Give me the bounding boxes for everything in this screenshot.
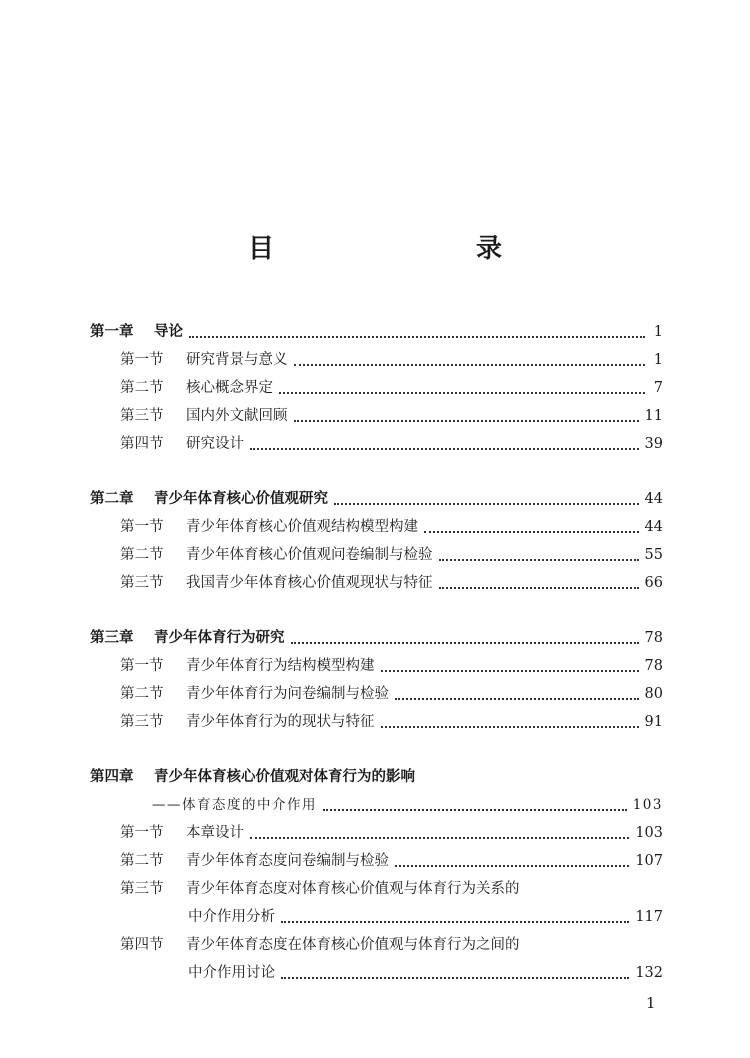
toc-section-4-2[interactable] <box>90 847 663 875</box>
page-ref: 55 <box>644 547 663 563</box>
page-ref: 7 <box>653 380 663 396</box>
section-number: 第一节 <box>120 825 164 841</box>
section-number: 第一节 <box>120 352 164 368</box>
chapter-number: 第三章 <box>90 630 134 646</box>
dot-leader <box>381 652 639 680</box>
toc-section-4-3[interactable] <box>90 875 663 903</box>
dot-leader <box>281 959 629 987</box>
toc-section-3-1[interactable] <box>90 652 663 680</box>
dot-leader <box>250 819 629 847</box>
page-number: 1 <box>646 994 656 1012</box>
section-number: 第三节 <box>120 575 164 591</box>
section-title: 青少年体育行为结构模型构建 <box>186 658 375 674</box>
page-ref: 78 <box>644 630 663 646</box>
dot-leader <box>294 402 639 430</box>
dot-leader <box>395 680 639 708</box>
section-title: 青少年体育核心价值观问卷编制与检验 <box>186 547 433 563</box>
toc-section-1-1[interactable] <box>90 346 663 374</box>
section-number: 第一节 <box>120 658 164 674</box>
toc-section-3-3[interactable] <box>90 708 663 736</box>
chapter-spacer <box>90 597 663 624</box>
section-title: 青少年体育态度在体育核心价值观与体育行为之间的 <box>186 937 520 953</box>
toc-chapter-4-subtitle[interactable] <box>90 791 663 819</box>
page-ref: 44 <box>644 491 663 507</box>
chapter-title: 青少年体育行为研究 <box>154 630 285 646</box>
page-ref: 80 <box>644 686 663 702</box>
toc-chapter-4[interactable] <box>90 763 663 791</box>
chapter-title: 导论 <box>154 324 183 340</box>
table-of-contents <box>90 318 663 987</box>
page-ref: 39 <box>644 436 663 452</box>
dot-leader <box>334 485 639 513</box>
toc-section-2-3[interactable] <box>90 569 663 597</box>
chapter-number: 第二章 <box>90 491 134 507</box>
dot-leader <box>291 624 639 652</box>
toc-section-4-4-continued[interactable] <box>90 959 663 987</box>
toc-section-3-2[interactable] <box>90 680 663 708</box>
page-ref: 107 <box>635 853 663 869</box>
dot-leader <box>294 346 646 374</box>
dot-leader <box>439 541 639 569</box>
section-title: 研究背景与意义 <box>186 352 288 368</box>
section-title: 本章设计 <box>186 825 244 841</box>
toc-chapter-3[interactable] <box>90 624 663 652</box>
page-ref: 66 <box>644 575 663 591</box>
dot-leader <box>250 430 639 458</box>
page-ref: 44 <box>644 519 663 535</box>
dot-leader <box>439 569 639 597</box>
dot-leader <box>281 903 629 931</box>
toc-section-2-1[interactable] <box>90 513 663 541</box>
page-ref: 1 <box>653 352 663 368</box>
page-ref: 103 <box>635 825 663 841</box>
section-number: 第二节 <box>120 380 164 396</box>
section-title: 国内外文献回顾 <box>186 408 288 424</box>
section-number: 第三节 <box>120 714 164 730</box>
page-ref: 132 <box>635 965 663 981</box>
section-number: 第四节 <box>120 436 164 452</box>
toc-section-1-3[interactable] <box>90 402 663 430</box>
section-title-continued: 中介作用分析 <box>188 909 275 925</box>
dot-leader <box>424 513 639 541</box>
page-ref: 117 <box>635 909 663 925</box>
section-title: 核心概念界定 <box>186 380 273 396</box>
section-title: 青少年体育态度对体育核心价值观与体育行为关系的 <box>186 881 520 897</box>
toc-chapter-1[interactable] <box>90 318 663 346</box>
section-title: 我国青少年体育核心价值观现状与特征 <box>186 575 433 591</box>
page-title: 目 录 <box>247 234 552 264</box>
section-number: 第一节 <box>120 519 164 535</box>
section-title: 青少年体育核心价值观结构模型构建 <box>186 519 418 535</box>
chapter-spacer <box>90 458 663 485</box>
dot-leader <box>189 318 645 346</box>
section-title-continued: 中介作用讨论 <box>188 965 275 981</box>
chapter-subtitle: ——体育态度的中介作用 <box>152 797 317 813</box>
page-ref: 78 <box>644 658 663 674</box>
toc-section-4-1[interactable] <box>90 819 663 847</box>
toc-section-4-4[interactable] <box>90 931 663 959</box>
page-ref: 91 <box>644 714 663 730</box>
dot-leader <box>381 708 639 736</box>
chapter-spacer <box>90 736 663 763</box>
chapter-number: 第四章 <box>90 769 134 785</box>
toc-section-2-2[interactable] <box>90 541 663 569</box>
section-title: 青少年体育行为的现状与特征 <box>186 714 375 730</box>
page-ref: 103 <box>632 797 663 813</box>
section-number: 第二节 <box>120 686 164 702</box>
page-ref: 1 <box>653 324 663 340</box>
chapter-title: 青少年体育核心价值观研究 <box>154 491 328 507</box>
dot-leader <box>395 847 629 875</box>
section-title: 青少年体育态度问卷编制与检验 <box>186 853 389 869</box>
section-number: 第二节 <box>120 547 164 563</box>
section-number: 第二节 <box>120 853 164 869</box>
section-number: 第三节 <box>120 408 164 424</box>
toc-section-4-3-continued[interactable] <box>90 903 663 931</box>
toc-section-1-2[interactable] <box>90 374 663 402</box>
toc-chapter-2[interactable] <box>90 485 663 513</box>
dot-leader <box>279 374 645 402</box>
chapter-number: 第一章 <box>90 324 134 340</box>
dot-leader <box>323 791 627 819</box>
chapter-title: 青少年体育核心价值观对体育行为的影响 <box>154 769 415 785</box>
section-title: 青少年体育行为问卷编制与检验 <box>186 686 389 702</box>
page-ref: 11 <box>644 408 663 424</box>
section-number: 第三节 <box>120 881 164 897</box>
section-title: 研究设计 <box>186 436 244 452</box>
section-number: 第四节 <box>120 937 164 953</box>
toc-section-1-4[interactable] <box>90 430 663 458</box>
